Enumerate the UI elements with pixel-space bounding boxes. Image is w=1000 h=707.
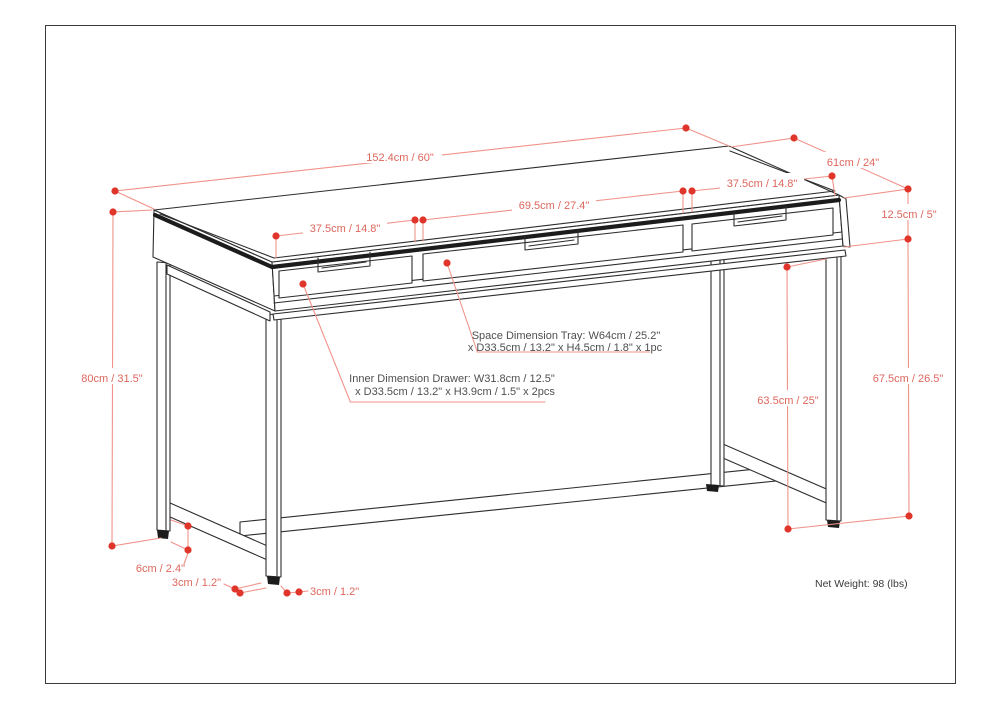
dim-label-leg-thickness-side: 3cm / 1.2"	[310, 586, 360, 598]
tray-note-line1: Space Dimension Tray: W64cm / 25.2"	[471, 330, 661, 342]
right-front-leg	[826, 255, 841, 521]
dim-label-leg-height: 67.5cm / 26.5"	[872, 373, 944, 385]
tray-note-line2: x D33.5cm / 13.2" x H4.5cm / 1.8" x 1pc	[467, 342, 663, 354]
dim-label-under-clearance: 63.5cm / 25"	[757, 395, 819, 407]
left-back-leg	[157, 262, 170, 531]
drawer-note-line1: Inner Dimension Drawer: W31.8cm / 12.5"	[349, 373, 555, 385]
dim-label-foot-height: 6cm / 2.4"	[135, 563, 185, 575]
dim-label-length: 152.4cm / 60"	[366, 152, 434, 164]
drawer-note-line2: x D33.5cm / 13.2" x H3.9cm / 1.5" x 2pcs	[355, 386, 555, 398]
dim-label-overall-height: 80cm / 31.5"	[81, 373, 143, 385]
dim-label-center-tray-width: 69.5cm / 27.4"	[518, 200, 590, 212]
dim-label-depth: 61cm / 24"	[826, 157, 880, 169]
dim-label-top-section-height: 12.5cm / 5"	[881, 209, 937, 221]
dim-label-leg-thickness-front: 3cm / 1.2"	[171, 577, 221, 589]
right-back-leg	[711, 258, 724, 486]
dim-label-right-drawer-width: 37.5cm / 14.8"	[726, 178, 798, 190]
dim-label-left-drawer-width: 37.5cm / 14.8"	[309, 223, 381, 235]
left-front-leg	[266, 314, 281, 577]
net-weight-label: Net Weight: 98 (lbs)	[815, 578, 908, 590]
